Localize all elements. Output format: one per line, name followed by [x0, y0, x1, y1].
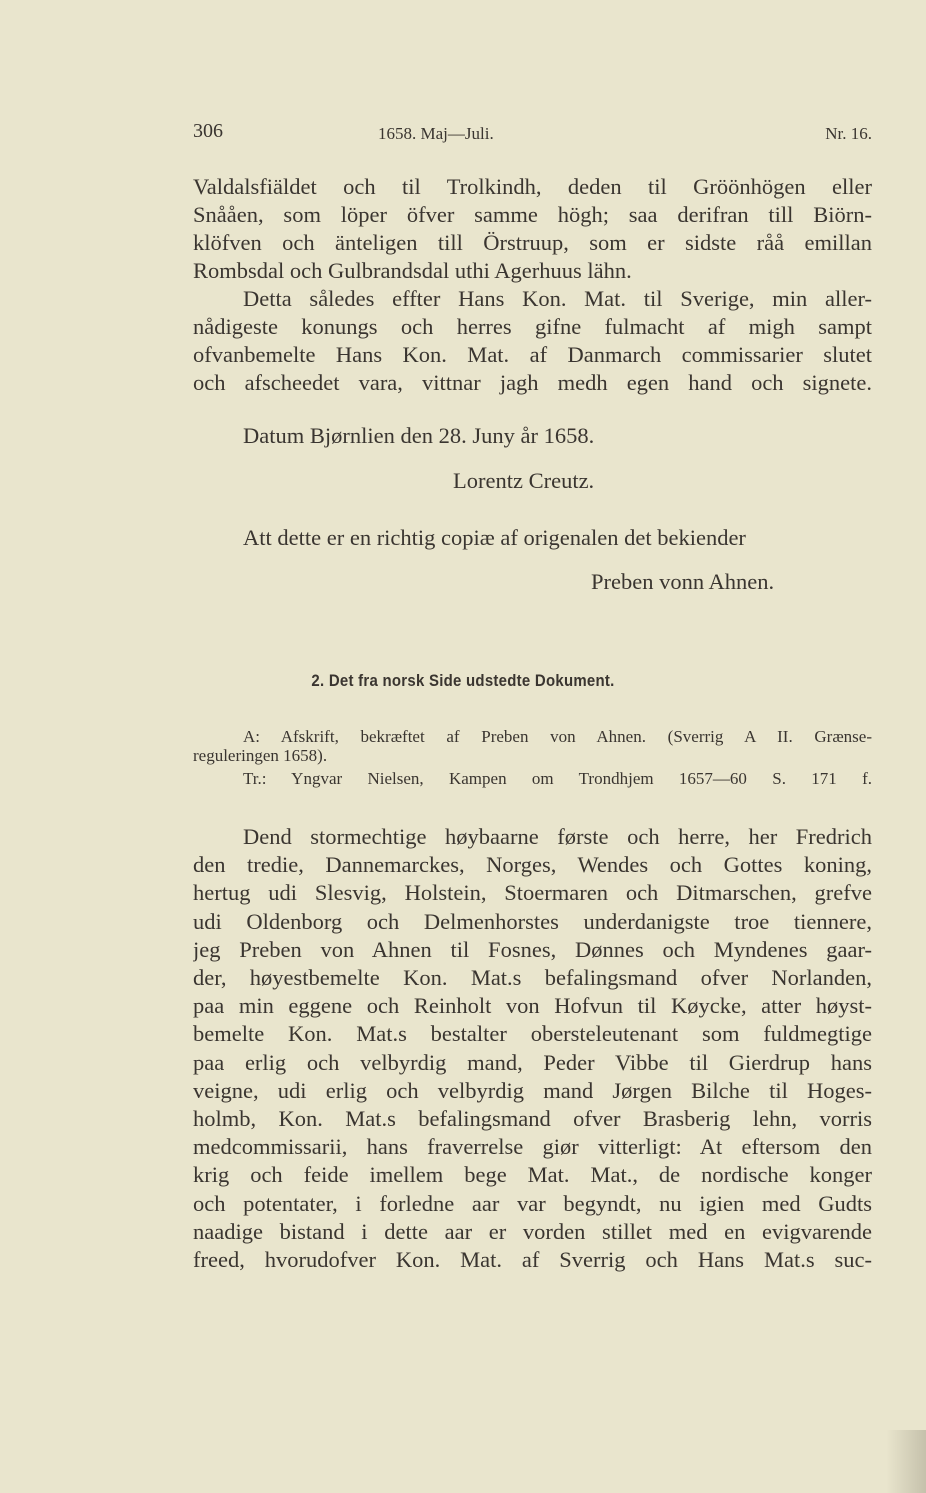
paragraph-3-line: krig och feide imellem bege Mat. Mat., de nordische konger	[193, 1162, 872, 1188]
running-title: 1658. Maj—Juli.	[378, 124, 494, 143]
document-number: Nr. 16.	[825, 124, 872, 143]
paragraph-3-line: och potentater, i forledne aar var begyndt, nu igien med Gudts	[193, 1190, 872, 1216]
paragraph-3-line: Dend stormechtige høybaarne første och herre, her Fredrich	[243, 824, 872, 849]
paragraph-3-line: den tredie, Dannemarckes, Norges, Wendes och Gottes koning,	[193, 852, 872, 878]
page-edge-shadow	[886, 1430, 926, 1493]
source-note-line: reguleringen 1658).	[193, 746, 328, 765]
paragraph-3-line: paa min eggene och Reinholt von Hofvun til Køycke, atter høyst-	[193, 993, 872, 1019]
paragraph-3-line: freed, hvorudofver Kon. Mat. af Sverrig och Hans Mat.s suc-	[193, 1247, 872, 1272]
paragraph-3-line: paa erlig och velbyrdig mand, Peder Vibbe til Gierdrup hans	[193, 1049, 872, 1075]
signature-preben-vonn-ahnen: Preben vonn Ahnen.	[591, 569, 775, 594]
signature-lorentz-creutz: Lorentz Creutz.	[453, 468, 595, 493]
paragraph-3-line: veigne, udi erlig och velbyrdig mand Jørgen Bilche til Hoges-	[193, 1077, 872, 1103]
source-note-line: Tr.: Yngvar Nielsen, Kampen om Trondhjem 1657—60 S. 171 f.	[243, 769, 872, 788]
datum-line: Datum Bjørnlien den 28. Juny år 1658.	[243, 423, 595, 448]
paragraph-1-line: Snååen, som löper öfver samme högh; saa derifran till Biörn-	[193, 202, 872, 227]
paragraph-1-line: klöfven och änteligen till Örstruup, som er sidste råå emillan	[193, 230, 872, 255]
paragraph-2-line: och afscheedet vara, vittnar jagh medh egen hand och signete.	[193, 370, 872, 395]
paragraph-1-line: Valdalsfiäldet och til Trolkindh, deden til Gröönhögen eller	[193, 174, 872, 199]
paragraph-2-line: nådigeste konungs och herres gifne fulmacht af migh sampt	[193, 314, 872, 339]
paragraph-3-line: hertug udi Slesvig, Holstein, Stoermaren och Ditmarschen, grefve	[193, 880, 872, 906]
paragraph-3-line: holmb, Kon. Mat.s befalingsmand ofver Brasberig lehn, vorris	[193, 1106, 872, 1131]
paragraph-3-line: der, høyestbemelte Kon. Mat.s befalingsmand ofver Norlanden,	[193, 965, 872, 990]
paragraph-1-line: Rombsdal och Gulbrandsdal uthi Agerhuus lähn.	[193, 258, 632, 283]
page-number: 306	[193, 120, 223, 142]
paragraph-3-line: naadige bistand i dette aar er vorden stillet med en evigvarende	[193, 1218, 872, 1244]
attestation-line: Att dette er en richtig copiæ af origenalen det bekiender	[243, 525, 746, 550]
paragraph-3-line: udi Oldenborg och Delmenhorstes underdanigste troe tiennere,	[193, 908, 872, 934]
paragraph-3-line: medcommissarii, hans fraverrelse giør vitterligt: At eftersom den	[193, 1134, 872, 1160]
source-note-line: A: Afskrift, bekræftet af Preben von Ahnen. (Sverrig A II. Grænse-	[243, 727, 872, 746]
paragraph-2-line: ofvanbemelte Hans Kon. Mat. af Danmarch commissarier slutet	[193, 342, 872, 367]
paragraph-3-line: bemelte Kon. Mat.s bestalter obersteleutenant som fuldmegtige	[193, 1021, 872, 1047]
paragraph-3-line: jeg Preben von Ahnen til Fosnes, Dønnes och Myndenes gaar-	[193, 936, 872, 962]
paragraph-2-line: Detta således effter Hans Kon. Mat. til Sverige, min aller-	[243, 286, 872, 311]
section-heading: 2. Det fra norsk Side udstedte Dokument.	[311, 671, 615, 690]
